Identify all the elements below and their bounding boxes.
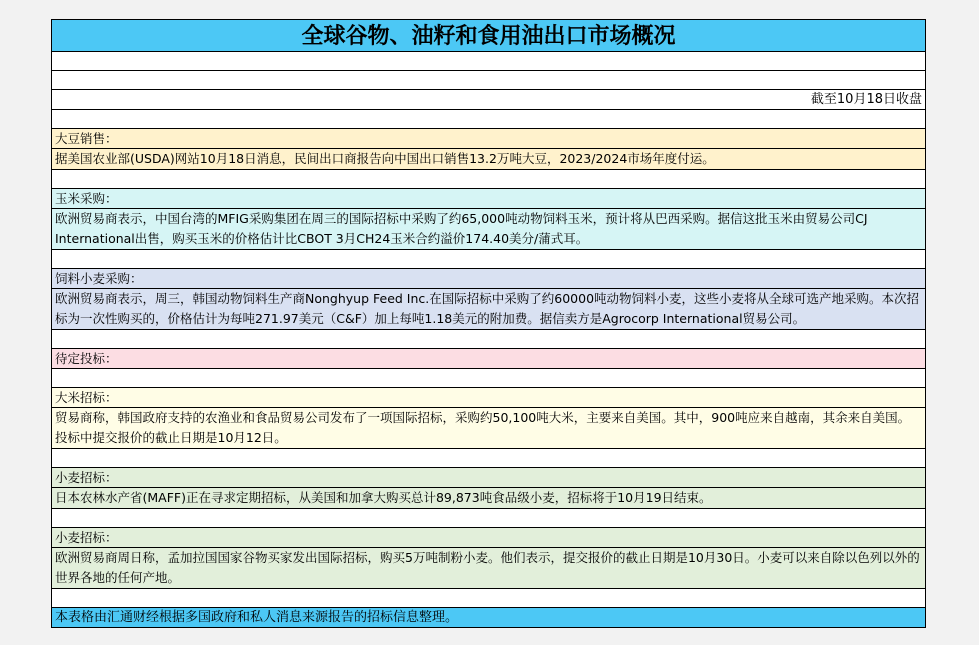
pending-heading: 待定投标： (52, 349, 925, 369)
corn-heading: 玉米采购： (52, 189, 925, 209)
spreadsheet (51, 19, 926, 628)
blank-row (52, 110, 925, 129)
blank-row (52, 330, 925, 349)
blank-row (52, 170, 925, 189)
footer-note: 本表格由汇通财经根据多国政府和私人消息来源报告的招标信息整理。 (52, 608, 925, 627)
wheat-text-1: 日本农林水产省(MAFF)正在寻求定期招标，从美国和加拿大购买总计89,873吨食品级小麦，招标将于10月19日结束。 (52, 488, 925, 509)
wheat-heading-2: 小麦招标： (52, 528, 925, 548)
soybean-heading: 大豆销售： (52, 129, 925, 149)
soybean-text: 据美国农业部(USDA)网站10月18日消息，民间出口商报告向中国出口销售13.2万吨大豆，2023/2024市场年度付运。 (52, 149, 925, 170)
blank-row (52, 250, 925, 269)
wheat-text-2: 欧洲贸易商周日称，孟加拉国国家谷物买家发出国际招标，购买5万吨制粉小麦。他们表示，提交报价的截止日期是10月30日。小麦可以来自除以色列以外的世界各地的任何产地。 (52, 548, 925, 589)
page-title: 全球谷物、油籽和食用油出口市场概况 (52, 20, 925, 52)
feed-wheat-text: 欧洲贸易商表示，周三，韩国动物饲料生产商Nonghyup Feed Inc.在国际招标中采购了约60000吨动物饲料小麦，这些小麦将从全球可选产地采购。本次招标为一次性购买的，价格估计为每吨271.97美元（C&F）加上每吨1.18美元的附加费。据信卖方是Agrocorp International贸易公司。 (52, 289, 925, 330)
blank-row (52, 71, 925, 90)
blank-row (52, 509, 925, 528)
corn-text: 欧洲贸易商表示，中国台湾的MFIG采购集团在周三的国际招标中采购了约65,000吨动物饲料玉米，预计将从巴西采购。据信这批玉米由贸易公司CJ International出售，购买玉米的价格估计比CBOT 3月CH24玉米合约溢价174.40美分/蒲式耳。 (52, 209, 925, 250)
date-note: 截至10月18日收盘 (52, 90, 925, 110)
wheat-heading-1: 小麦招标： (52, 468, 925, 488)
blank-row (52, 449, 925, 468)
feed-wheat-heading: 饲料小麦采购： (52, 269, 925, 289)
rice-heading: 大米招标： (52, 388, 925, 408)
blank-row (52, 589, 925, 608)
rice-text: 贸易商称，韩国政府支持的农渔业和食品贸易公司发布了一项国际招标，采购约50,100吨大米，主要来自美国。其中，900吨应来自越南，其余来自美国。投标中提交报价的截止日期是10月12日。 (52, 408, 925, 449)
blank-row (52, 369, 925, 388)
blank-row (52, 52, 925, 71)
